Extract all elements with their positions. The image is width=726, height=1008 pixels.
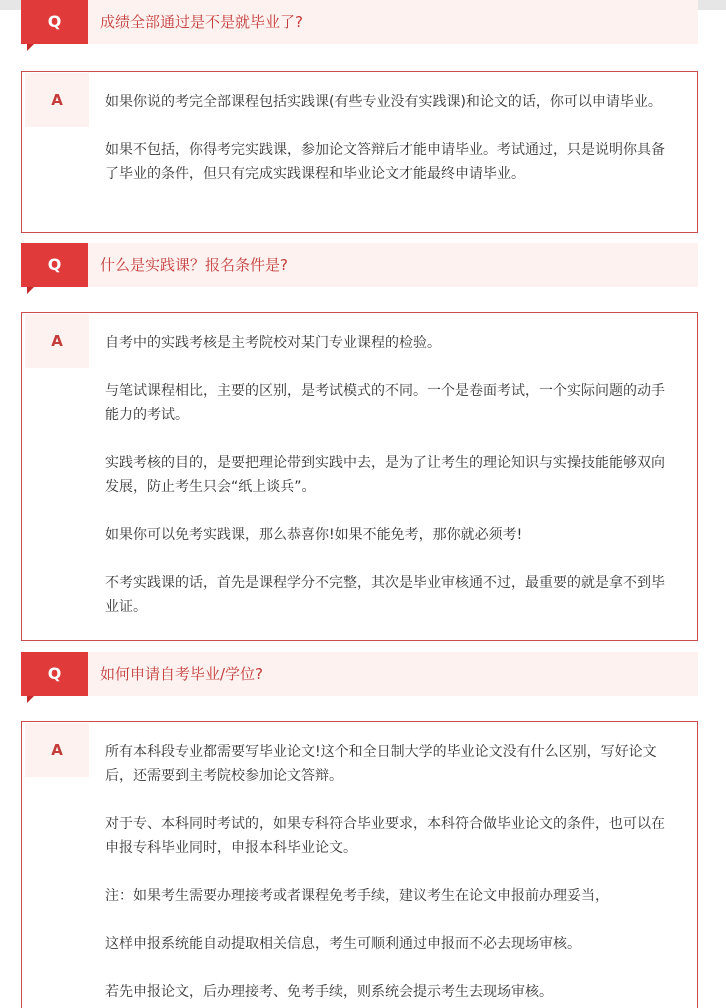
answer-badge: A: [25, 723, 89, 777]
question-badge: Q: [21, 652, 88, 696]
answer-badge: A: [25, 73, 89, 127]
answer-paragraph: 注：如果考生需要办理接考或者课程免考手续，建议考生在论文申报前办理妥当，: [105, 888, 609, 904]
answer-paragraph: 所有本科段专业都需要写毕业论文!这个和全日制大学的毕业论文没有什么区别，写好论文后，还需要到主考院校参加论文答辩。: [105, 744, 657, 784]
question-text: 什么是实践课？报名条件是?: [100, 256, 288, 274]
answer-badge: A: [25, 314, 89, 368]
question-badge: Q: [21, 243, 88, 287]
answer-content: [105, 740, 675, 1004]
answer-paragraph: 这样申报系统能自动提取相关信息，考生可顺利通过申报而不必去现场审核。: [105, 936, 581, 952]
question-row: [21, 243, 698, 287]
question-row: [21, 652, 698, 696]
answer-paragraph: 实践考核的目的，是要把理论带到实践中去，是为了让考生的理论知识与实操技能能够双向发展，防止考生只会“纸上谈兵”。: [105, 455, 665, 495]
answer-paragraph: 不考实践课的话，首先是课程学分不完整，其次是毕业审核通不过，最重要的就是拿不到毕业证。: [105, 575, 665, 615]
answer-content: [105, 90, 675, 186]
question-row: [21, 0, 698, 44]
question-badge-tail: [27, 44, 34, 51]
answer-content: [105, 331, 675, 619]
answer-box: [21, 721, 698, 1008]
answer-box: [21, 71, 698, 233]
answer-paragraph: 与笔试课程相比，主要的区别，是考试模式的不同。一个是卷面考试，一个实际问题的动手能力的考试。: [105, 383, 665, 423]
question-text: 如何申请自考毕业/学位?: [100, 665, 264, 683]
answer-paragraph: 对于专、本科同时考试的，如果专科符合毕业要求，本科符合做毕业论文的条件，也可以在申报专科毕业同时，申报本科毕业论文。: [105, 816, 665, 856]
answer-paragraph: 自考中的实践考核是主考院校对某门专业课程的检验。: [105, 335, 441, 351]
question-text: 成绩全部通过是不是就毕业了?: [100, 13, 303, 31]
question-badge-tail: [27, 287, 34, 294]
answer-paragraph: 若先申报论文，后办理接考、免考手续，则系统会提示考生去现场审核。: [105, 984, 553, 1000]
question-badge: Q: [21, 0, 88, 44]
answer-paragraph: 如果你说的考完全部课程包括实践课(有些专业没有实践课)和论文的话，你可以申请毕业。: [105, 94, 662, 110]
answer-paragraph: 如果你可以免考实践课，那么恭喜你!如果不能免考，那你就必须考!: [105, 527, 523, 543]
answer-box: [21, 312, 698, 641]
answer-paragraph: 如果不包括，你得考完实践课，参加论文答辩后才能申请毕业。考试通过，只是说明你具备了毕业的条件，但只有完成实践课程和毕业论文才能最终申请毕业。: [105, 142, 665, 182]
question-badge-tail: [27, 696, 34, 703]
